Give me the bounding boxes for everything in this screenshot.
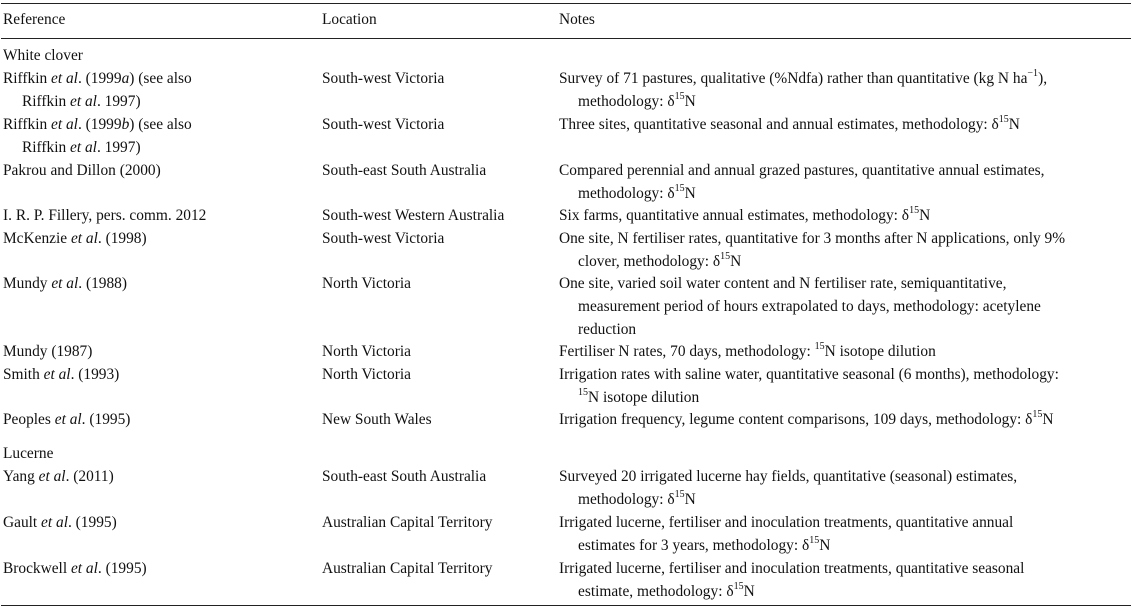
section-heading-lucerne: Lucerne — [3, 445, 54, 462]
row-reference: Smith et al. (1993) — [3, 366, 120, 383]
row-location: North Victoria — [322, 275, 411, 292]
row-notes: Survey of 71 pastures, qualitative (%Ndfa) rather than quantitative (kg N $ha^{-1}$), methodology: $\delta^{15}N$ — [559, 67, 1048, 110]
row-location: Australian Capital Territory — [322, 560, 493, 577]
bottom-rule — [1, 605, 1131, 606]
row-reference: Riffkin et al. (1999a) (see also Riffkin et al. 1997) — [3, 70, 192, 110]
header-rule — [1, 38, 1131, 39]
row-location: South-west Victoria — [322, 70, 445, 87]
row-reference: Riffkin et al. (1999b) (see also Riffkin et al. 1997) — [3, 116, 192, 156]
row-notes: Irrigation frequency, legume content comparisons, 109 days, methodology: $\delta^{15}N$ — [559, 408, 1054, 428]
row-location: New South Wales — [322, 411, 432, 428]
row-location: South-west Victoria — [322, 230, 445, 247]
row-reference: McKenzie et al. (1998) — [3, 230, 147, 247]
row-notes: One site, varied soil water content and N fertiliser rate, semiquantitative, measurement period of hours extrapolated to days, methodology: acetylene reduction — [559, 275, 1041, 338]
row-notes: Fertiliser N rates, 70 days, methodology: $^{15}$N isotope dilution — [559, 340, 936, 360]
row-reference: Pakrou and Dillon (2000) — [3, 162, 161, 179]
row-location: North Victoria — [322, 366, 411, 383]
row-notes: Compared perennial and annual grazed pastures, quantitative annual estimates, methodology: $\delta^{15}N$ — [559, 162, 1045, 202]
column-header-reference: Reference — [3, 11, 66, 28]
row-notes: One site, N fertiliser rates, quantitative for 3 months after N applications, only 9% clover, methodology: $\delta^{15}N$ — [559, 230, 1066, 270]
row-reference: I. R. P. Fillery, pers. comm. 2012 — [3, 207, 207, 224]
row-notes: Irrigated lucerne, fertiliser and inoculation treatments, quantitative seasonal estimate, methodology: $\delta^{15}N$ — [559, 560, 1025, 600]
row-location: South-east South Australia — [322, 162, 487, 179]
section-heading-white-clover: White clover — [3, 47, 83, 64]
row-notes: Irrigated lucerne, fertiliser and inoculation treatments, quantitative annual estimates for 3 years, methodology: $\delta^{15}N$ — [559, 514, 1014, 554]
row-location: South-west Western Australia — [322, 207, 505, 224]
row-reference: Gault et al. (1995) — [3, 514, 117, 531]
row-reference: Yang et al. (2011) — [3, 468, 114, 485]
row-reference: Peoples et al. (1995) — [3, 411, 131, 428]
row-location: North Victoria — [322, 343, 411, 360]
row-notes: Irrigation rates with saline water, quantitative seasonal (6 months), methodology: $^{15}$N isotope dilution — [559, 366, 1059, 406]
row-location: South-west Victoria — [322, 116, 445, 133]
top-rule — [1, 3, 1131, 4]
row-reference: Mundy et al. (1988) — [3, 275, 127, 292]
row-notes: Three sites, quantitative seasonal and annual estimates, methodology: $\delta^{15}N$ — [559, 113, 1020, 133]
row-notes: Six farms, quantitative annual estimates, methodology: $\delta^{15}N$ — [559, 204, 931, 224]
row-reference: Mundy (1987) — [3, 343, 93, 360]
row-location: Australian Capital Territory — [322, 514, 493, 531]
column-header-notes: Notes — [559, 11, 595, 28]
row-reference: Brockwell et al. (1995) — [3, 560, 147, 577]
row-notes: Surveyed 20 irrigated lucerne hay fields, quantitative (seasonal) estimates, methodology: $\delta^{15}N$ — [559, 468, 1018, 508]
column-header-location: Location — [322, 11, 377, 28]
row-location: South-east South Australia — [322, 468, 487, 485]
